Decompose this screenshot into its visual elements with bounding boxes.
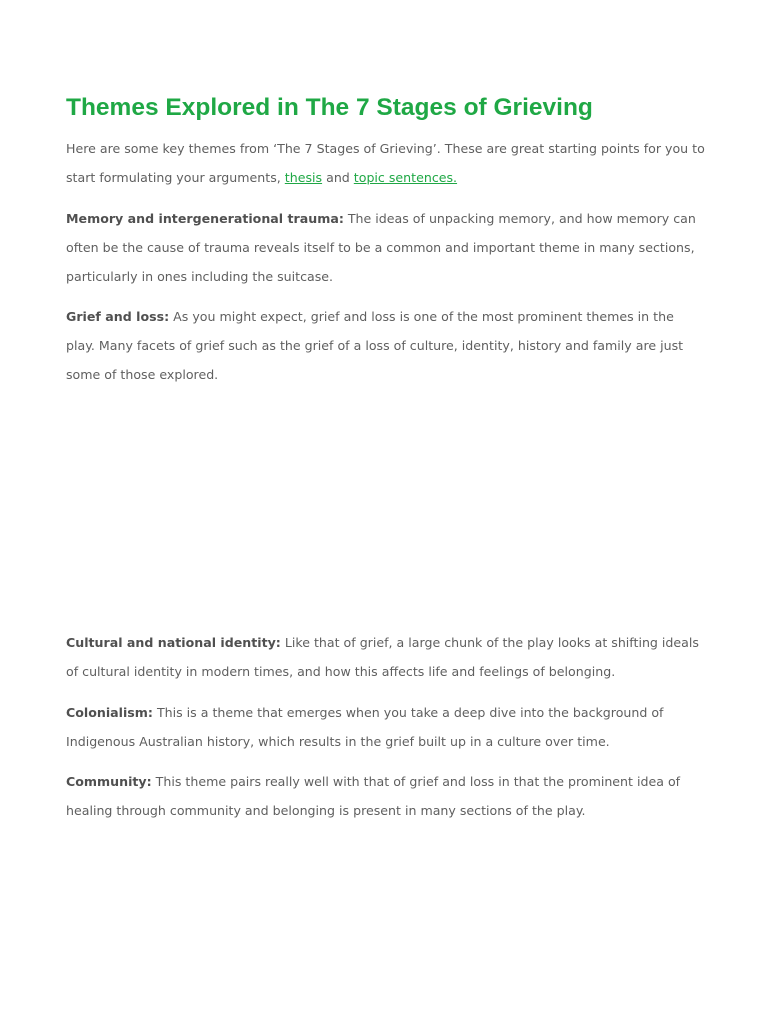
theme-paragraph-grief [66, 302, 706, 389]
theme-paragraph-memory [66, 204, 706, 291]
theme-paragraph-colonialism [66, 698, 706, 756]
theme-paragraph-cultural-identity [66, 628, 706, 686]
intro-text: Here are some key themes from ‘The 7 Stages of Grieving’. These are great starting points for you to start formulating your arguments, [66, 141, 705, 185]
thesis-link[interactable]: thesis [284, 170, 323, 185]
theme-text: The ideas of unpacking memory, and how memory can often be the cause of trauma reveals itself to be a common and important theme in many sections, particularly in ones including the suitcase. [66, 211, 696, 284]
theme-paragraph-community [66, 767, 706, 825]
theme-label: Grief and loss: [66, 309, 170, 324]
intro-paragraph [66, 134, 706, 192]
page-title: Themes Explored in The 7 Stages of Grieving [66, 94, 593, 121]
theme-text: This theme pairs really well with that of grief and loss in that the prominent idea of healing through community and belonging is present in many sections of the play. [66, 774, 681, 818]
theme-text: This is a theme that emerges when you take a deep dive into the background of Indigenous Australian history, which results in the grief built up in a culture over time. [66, 705, 664, 749]
theme-text: As you might expect, grief and loss is one of the most prominent themes in the play. Many facets of grief such as the grief of a loss of culture, identity, history and family are just some of those explored. [66, 309, 684, 382]
intro-and: and [322, 170, 354, 185]
topic-sentences-link[interactable]: topic sentences. [353, 170, 458, 185]
theme-label: Community: [66, 774, 152, 789]
theme-label: Colonialism: [66, 705, 153, 720]
theme-label: Memory and intergenerational trauma: [66, 211, 344, 226]
theme-label: Cultural and national identity: [66, 635, 281, 650]
theme-text: Like that of grief, a large chunk of the play looks at shifting ideals of cultural identity in modern times, and how this affects life and feelings of belonging. [66, 635, 699, 679]
